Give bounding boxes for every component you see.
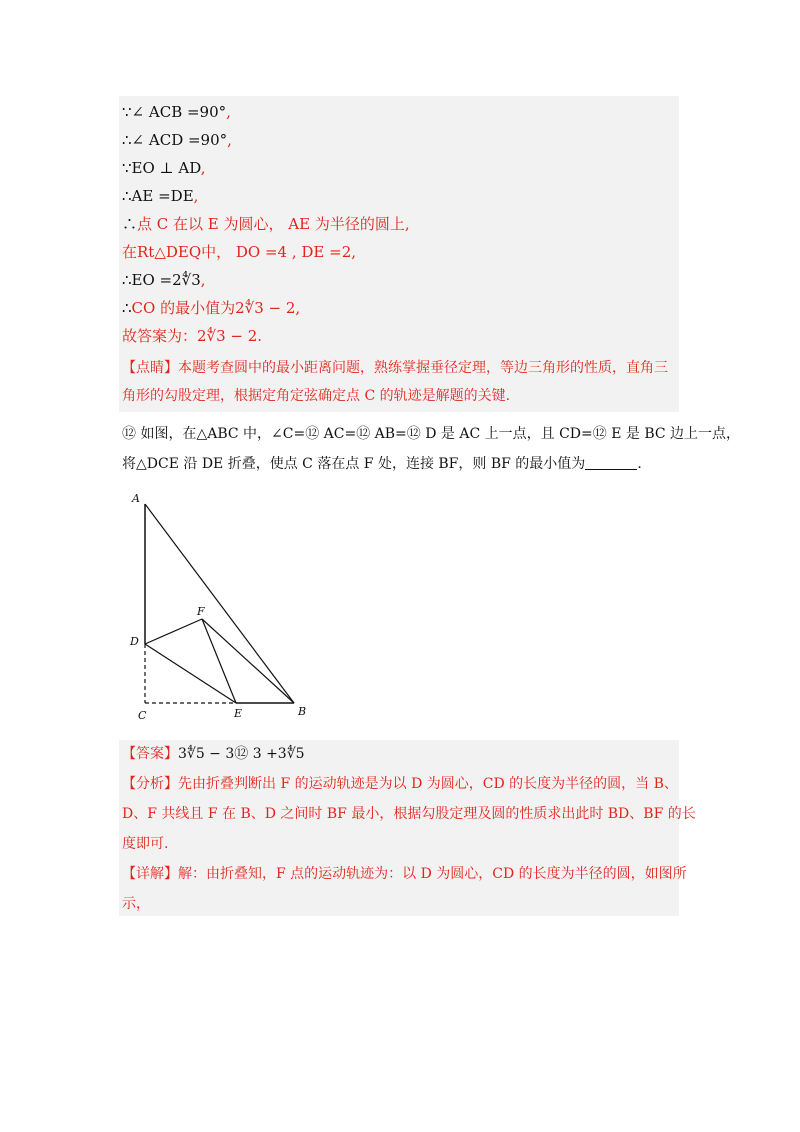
label-e: E	[234, 707, 243, 720]
dianjing-line-2: 角形的勾股定理，根据定角定弦确定点 C 的轨迹是解题的关键.	[122, 388, 511, 404]
answer-text: 3∜5 − 3⑫ 3 +3∜5	[178, 746, 305, 762]
segment-ab	[145, 504, 294, 703]
solution-line: ∴AE =DE,	[122, 187, 199, 205]
detail-line-1: 【详解】解：由折叠知，F 点的运动轨迹为：以 D 为圆心，CD 的长度为半径的圆，如图所	[122, 866, 687, 882]
question-line-2: 将△DCE 沿 DE 折叠，使点 C 落在点 F 处，连接 BF，则 BF 的最小值为 .	[122, 456, 642, 472]
analysis-line-2: D、F 共线且 F 在 B、D 之间时 BF 最小，根据勾股定理及圆的性质求出此时 BD、BF 的长	[122, 806, 696, 822]
solution-line: ∵∠ ACB =90°,	[122, 103, 231, 121]
solution-line: ∴CO 的最小值为2∜3 − 2,	[122, 299, 301, 317]
solution-line: ∵EO ⊥ AD,	[122, 159, 206, 177]
label-d: D	[130, 635, 139, 648]
analysis-line-3: 度即可.	[122, 836, 169, 852]
segment-de	[145, 644, 236, 703]
solution-line: ∴EO =2∜3,	[122, 271, 206, 289]
answer-block	[119, 740, 696, 916]
solution-line: 在Rt△DEQ中， DO =4 , DE =2,	[122, 243, 357, 261]
segment-df	[145, 619, 202, 644]
question-line-1: ⑫ 如图，在△ABC 中，∠C=⑫ AC=⑫ AB=⑫ D 是 AC 上一点，且 CD=⑫ E 是 BC 边上一点，	[122, 426, 741, 442]
solution-line: 故答案为：2∜3 − 2.	[122, 327, 263, 345]
label-f: F	[197, 605, 205, 618]
label-a: A	[132, 492, 140, 505]
analysis-line-1: 【分析】先由折叠判断出 F 的运动轨迹是为以 D 为圆心，CD 的长度为半径的圆，当 B、	[122, 776, 678, 792]
segment-fe	[202, 619, 236, 703]
answer-line	[122, 744, 305, 764]
triangle-figure	[120, 488, 320, 724]
analysis-tag: 【分析】	[122, 776, 178, 792]
dianjing-line-1: 【点睛】本题考查圆中的最小距离问题，熟练掌握垂径定理，等边三角形的性质，直角三	[122, 360, 668, 376]
dianjing-tag: 【点睛】	[122, 360, 178, 376]
solution-block	[119, 96, 679, 412]
detail-line-2: 示，	[122, 896, 150, 912]
solution-line: ∴∠ ACD =90°,	[122, 131, 232, 149]
solution-line: ∴点 C 在以 E 为圆心， AE 为半径的圆上,	[122, 215, 410, 233]
answer-blank	[585, 455, 637, 470]
answer-tag: 【答案】	[122, 746, 178, 762]
label-b: B	[298, 705, 307, 718]
detail-tag: 【详解】	[122, 866, 178, 882]
label-c: C	[138, 709, 147, 722]
